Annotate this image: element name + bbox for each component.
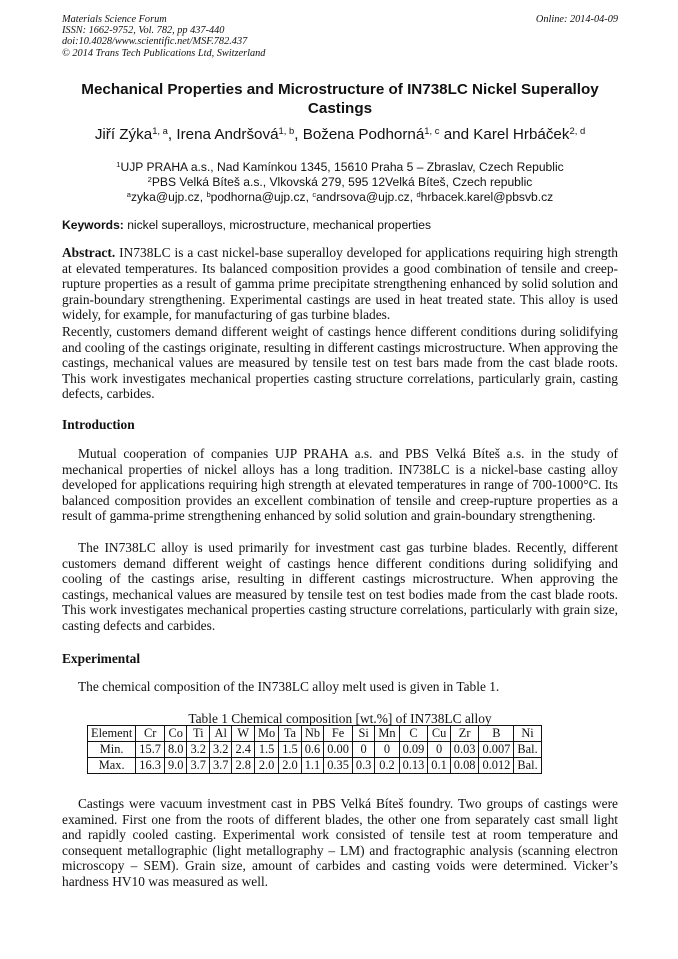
table-cell: 0.1	[428, 758, 451, 774]
table-header-cell: Cr	[136, 726, 165, 742]
email-sup: d	[416, 189, 421, 199]
table-header-cell: Ti	[187, 726, 210, 742]
table-cell: 0.13	[399, 758, 428, 774]
affiliation-sup: 2	[147, 174, 152, 184]
affiliation-1	[40, 160, 640, 175]
title-line-2: Castings	[307, 100, 373, 117]
table-cell: 9.0	[164, 758, 187, 774]
table-cell: Min.	[88, 742, 136, 758]
paper-title	[62, 80, 618, 118]
email-address[interactable]: podhorna@ujp.cz,	[210, 190, 309, 204]
doi: doi:10.4028/www.scientific.net/MSF.782.437	[62, 36, 248, 48]
author-name: Irena Andršová	[176, 126, 279, 143]
introduction-heading: Introduction	[62, 417, 135, 432]
table-caption: Table 1 Chemical composition [wt.%] of IN738LC alloy	[188, 711, 492, 726]
table-cell: 15.7	[136, 742, 165, 758]
keywords-text: nickel superalloys, microstructure, mechanical properties	[127, 218, 432, 232]
email-sup: c	[312, 189, 317, 199]
table-cell: 0.08	[450, 758, 479, 774]
table-cell: 0.012	[479, 758, 514, 774]
table-cell: 0.03	[450, 742, 479, 758]
table-cell: 1.1	[301, 758, 324, 774]
table-header-cell: Fe	[324, 726, 353, 742]
author-name: Karel Hrbáček	[473, 126, 570, 143]
table-cell: 0.00	[324, 742, 353, 758]
author-affil-sup: 1, b	[278, 124, 295, 136]
table-cell: Max.	[88, 758, 136, 774]
experimental-paragraph-2: Castings were vacuum investment cast in PBS Velká Bíteš foundry. Two groups of castings were examined. First one from the roots of different blades, the other one from separately cast small light and rapidly cooled casting. Experimental work consisted of tensile test at room temperature and consequent metallographic (light metallography – LM) and fractographic analysis (scanning electron microscopy – SEM). Grain size, amount of carbides and casting voids were determined. Vicker’s hardness HV10 was measured as well.	[62, 796, 618, 889]
author-name: Jiří Zýka	[94, 126, 153, 143]
experimental-heading: Experimental	[62, 651, 141, 666]
title-line-1: Mechanical Properties and Microstructure of IN738LC Nickel Superalloy	[81, 81, 599, 98]
table-cell: 0.007	[479, 742, 514, 758]
table-header-cell: Mn	[375, 726, 399, 742]
table-header-cell: Cu	[428, 726, 451, 742]
table-header-cell: C	[399, 726, 428, 742]
author-list: Jiří Zýka$^{1, a}$, Irena Andršová$^{1, b}$, Božena Podhorná$^{1, c}$ and Karel Hrbáček$^{2, d}$	[94, 124, 586, 143]
table-cell: 2.8	[232, 758, 255, 774]
table-header-cell: Co	[164, 726, 187, 742]
keywords	[62, 218, 618, 233]
author-affil-sup: 1, c	[424, 124, 440, 136]
chemical-composition-table	[87, 725, 542, 774]
copyright: © 2014 Trans Tech Publications Ltd, Switzerland	[62, 47, 266, 59]
table-cell: 0.2	[375, 758, 399, 774]
table-header-cell: Al	[209, 726, 232, 742]
table-cell: 3.2	[209, 742, 232, 758]
experimental-intro: The chemical composition of the IN738LC alloy melt used is given in Table 1.	[78, 679, 500, 694]
affiliation-2	[40, 175, 640, 190]
table-cell: 0.09	[399, 742, 428, 758]
table-cell: 3.7	[187, 758, 210, 774]
issn: ISSN: 1662-9752, Vol. 782, pp 437-440	[62, 25, 225, 37]
email-sup: b	[206, 189, 211, 199]
abstract-label: Abstract.	[62, 245, 116, 260]
table-header-cell: Element	[88, 726, 136, 742]
email-address[interactable]: zyka@ujp.cz,	[130, 190, 204, 204]
table-cell: Bal.	[514, 758, 541, 774]
introduction-paragraph-2: The IN738LC alloy is used primarily for investment cast gas turbine blades. Recently, different customers demand different weight of castings hence different conditions during solidifying and cooling of the castings arise, resulting in different castings microstructure. When approving the castings, mechanical values are measured by tensile test on test bodies made from the cast blade roots. This work investigates mechanical properties casting structure correlations, particularly with grain size, casting defects and carbides.	[62, 540, 618, 633]
table-header-cell: Zr	[450, 726, 479, 742]
table-header-cell: B	[479, 726, 514, 742]
email-address[interactable]: andrsova@ujp.cz,	[316, 190, 414, 204]
table-cell: 3.2	[187, 742, 210, 758]
author-affil-sup: 2, d	[569, 124, 586, 136]
affiliation-text: PBS Velká Bíteš a.s., Vlkovská 279, 595 12Velká Bíteš, Czech republic	[151, 175, 533, 189]
table-row	[88, 742, 542, 758]
table-cell: 0	[428, 742, 451, 758]
journal-name: Materials Science Forum	[62, 14, 167, 25]
introduction-paragraph-1: Mutual cooperation of companies UJP PRAHA a.s. and PBS Velká Bíteš a.s. in the study of mechanical properties of nickel alloys has a long tradition. IN738LC is a nickel-base casting alloy developed for applications requiring high strength at elevated temperatures in range of 700-1000°C. Its balanced composition provides an excellent combination of tensile and creep-rupture properties as a result of gamma-prime strengthening enhanced by solid solution and grain-boundary strengthening.	[62, 446, 618, 524]
table-header-cell: Si	[352, 726, 375, 742]
table-cell: Bal.	[514, 742, 541, 758]
table-cell: 2.0	[254, 758, 278, 774]
table-cell: 0.35	[324, 758, 353, 774]
online-date: Online: 2014-04-09	[535, 14, 618, 25]
email-list	[40, 190, 640, 205]
table-cell: 16.3	[136, 758, 165, 774]
journal-header	[62, 14, 618, 59]
abstract-paragraph-1	[62, 245, 618, 323]
author-name: Božena Podhorná	[302, 126, 425, 143]
table-cell: 2.4	[232, 742, 255, 758]
table-header-cell: Ni	[514, 726, 541, 742]
table-cell: 1.5	[254, 742, 278, 758]
table-cell: 0	[352, 742, 375, 758]
table-cell: 8.0	[164, 742, 187, 758]
table-cell: 0	[375, 742, 399, 758]
table-row	[88, 758, 542, 774]
table-header-cell: Mo	[254, 726, 278, 742]
affiliation-text: UJP PRAHA a.s., Nad Kamínkou 1345, 15610 Praha 5 – Zbraslav, Czech Republic	[120, 160, 564, 174]
table-cell: 3.7	[209, 758, 232, 774]
table-header-row	[88, 726, 542, 742]
table-cell: 0.6	[301, 742, 324, 758]
table-cell: 1.5	[279, 742, 302, 758]
email-address[interactable]: hrbacek.karel@pbsvb.cz	[420, 190, 554, 204]
table-cell: 0.3	[352, 758, 375, 774]
table-header-cell: Nb	[301, 726, 324, 742]
abstract-paragraph-2: Recently, customers demand different weight of castings hence different conditions during solidifying and cooling of the castings originate, resulting in different castings microstructure. When approving the castings, mechanical values are measured by tensile test on test bars made from the cast blade roots. This work investigates mechanical properties casting structure correlations, particularly grain, casting defects, carbides.	[62, 324, 618, 402]
table-header-cell: W	[232, 726, 255, 742]
keywords-label: Keywords:	[62, 218, 124, 232]
affiliation-sup: 1	[116, 159, 121, 169]
table-cell: 2.0	[279, 758, 302, 774]
abstract-text: IN738LC is a cast nickel-base superalloy developed for applications requiring high strength at elevated temperatures. Its balanced composition provides a good combination of tensile and creep-rupture properties as a result of gamma prime precipitate strengthening enhanced by solid solution and grain-boundary strengthening. Experimental castings are used in heat treated state. This alloy is used widely, for example, for manufacturing of gas turbine blades.	[62, 245, 619, 323]
author-affil-sup: 1, a	[152, 124, 168, 136]
email-sup: a	[126, 189, 131, 199]
table-header-cell: Ta	[279, 726, 302, 742]
